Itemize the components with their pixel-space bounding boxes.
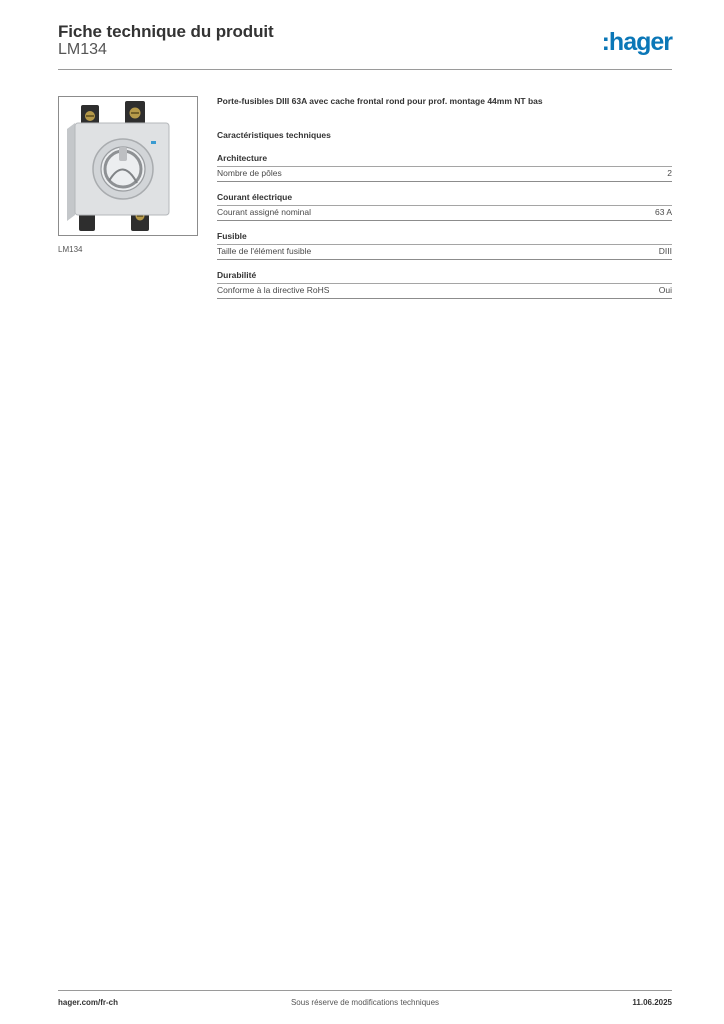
header-divider xyxy=(58,69,672,70)
product-image xyxy=(58,96,198,236)
spec-label: Nombre de pôles xyxy=(217,168,282,178)
spec-group-durability xyxy=(217,270,672,299)
spec-row xyxy=(217,206,672,221)
spec-group-architecture xyxy=(217,153,672,182)
product-description: Porte-fusibles DIII 63A avec cache frontal rond pour prof. montage 44mm NT bas xyxy=(217,96,543,106)
product-details xyxy=(217,96,672,309)
page-header xyxy=(58,22,672,68)
product-reference: LM134 xyxy=(58,41,107,58)
spec-group-title: Durabilité xyxy=(217,270,672,284)
spec-group-title: Courant électrique xyxy=(217,192,672,206)
spec-label: Taille de l'élément fusible xyxy=(217,246,312,256)
spec-value: DIII xyxy=(658,246,672,256)
spec-group-fuse xyxy=(217,231,672,260)
fuse-holder-illustration xyxy=(59,97,197,235)
spec-group-title: Architecture xyxy=(217,153,672,167)
website-link[interactable]: hager.com/fr-ch xyxy=(58,998,119,1007)
spec-label: Courant assigné nominal xyxy=(217,207,312,217)
image-caption: LM134 xyxy=(58,245,83,254)
footer-divider xyxy=(58,990,672,991)
document-title: Fiche technique du produit xyxy=(58,22,274,41)
footer-notice: Sous réserve de modifications techniques xyxy=(290,998,440,1007)
spec-value: 63 A xyxy=(654,207,672,217)
spec-row xyxy=(217,167,672,182)
page-footer xyxy=(58,998,672,1012)
spec-value: Oui xyxy=(658,285,672,295)
spec-label: Conforme à la directive RoHS xyxy=(217,285,330,295)
hager-logo: :hager xyxy=(601,28,672,56)
specs-heading: Caractéristiques techniques xyxy=(217,130,331,140)
spec-row xyxy=(217,245,672,260)
spec-group-current xyxy=(217,192,672,221)
footer-date: 11.06.2025 xyxy=(632,998,672,1007)
spec-row xyxy=(217,284,672,299)
spec-value: 2 xyxy=(667,168,672,178)
spec-group-title: Fusible xyxy=(217,231,672,245)
